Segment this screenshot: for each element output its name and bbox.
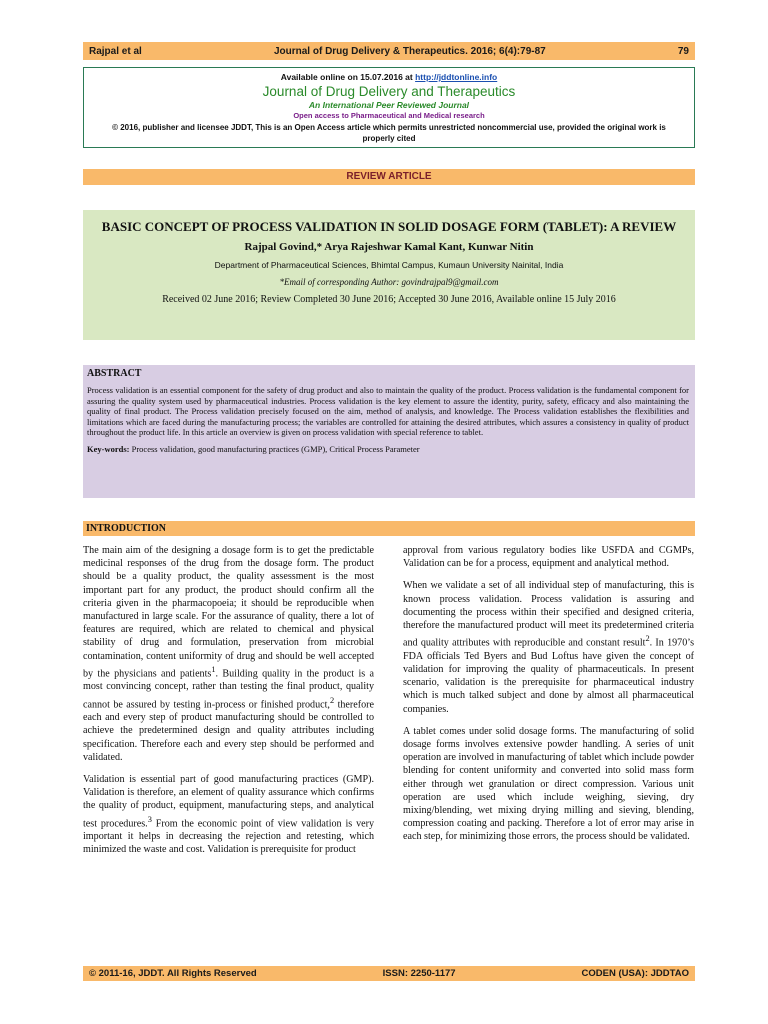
- footer-coden: CODEN (USA): JDDTAO: [581, 968, 689, 979]
- paragraph: [83, 773, 374, 857]
- running-header-citation: Journal of Drug Delivery & Therapeutics. 2016; 6(4):79-87: [273, 45, 546, 57]
- abstract-heading: ABSTRACT: [87, 368, 142, 379]
- footer-copyright: © 2011-16, JDDT. All Rights Reserved: [89, 968, 257, 979]
- left-column: [83, 544, 374, 866]
- availability-line: [84, 72, 694, 82]
- article-dates: Received 02 June 2016; Review Completed 30 June 2016; Accepted 30 June 2016, Available online 15 July 2016: [162, 294, 616, 305]
- page-footer: [83, 966, 695, 981]
- paragraph-text: From the economic point of view validation is very important it helps in decreasing the rejection and retesting, which minimized the waste and cost. Validation is prerequisite for product: [83, 817, 375, 856]
- paragraph: A tablet comes under solid dosage forms. The manufacturing of solid dosage forms involves extensive powder handling. A series of unit operation are involved in manufacturing of tablet which include powder blending for content uniformity and converted into solid mass form either through wet granulation or direct compression. Various unit operation are used which include weighing, sieving, dry mixing/blending, wet mixing drying milling and sieving, blending, compression coating and packing. Therefore a lot of error may arise in each step, for minimizing those errors, the process should be validated.: [403, 725, 694, 843]
- page-number: 79: [677, 45, 689, 57]
- running-header: [83, 42, 695, 60]
- article-title: BASIC CONCEPT OF PROCESS VALIDATION IN SOLID DOSAGE FORM (TABLET): A REVIEW: [101, 219, 677, 234]
- corresponding-email: *Email of corresponding Author: govindrajpal9@gmail.com: [279, 277, 499, 287]
- journal-name: Journal of Drug Delivery and Therapeutics: [262, 84, 516, 99]
- introduction-heading: INTRODUCTION: [83, 521, 695, 536]
- reference-marker: 2: [645, 634, 650, 644]
- journal-subtitle: An International Peer Reviewed Journal: [308, 100, 470, 110]
- reference-marker: 3: [147, 814, 152, 824]
- journal-info-box: [83, 67, 695, 148]
- footer-issn: ISSN: 2250-1177: [382, 968, 456, 979]
- title-block: [83, 210, 695, 340]
- running-header-authors: Rajpal et al: [89, 45, 142, 57]
- paragraph-text: When we validate a set of all individual step of manufacturing, this is known process validation. Process validation is assuring and documenting the process within their specified and designed criteria, therefore the manufactured product will meet its predetermined criteria and quality attributes with reproducible and constant result: [403, 580, 694, 649]
- paragraph: [403, 579, 694, 715]
- license-notice: © 2016, publisher and licensee JDDT, This is an Open Access article which permits unrestricted noncommercial use, provided the original work is properly cited: [112, 123, 666, 143]
- abstract-box: [83, 365, 695, 498]
- reference-marker: 1: [211, 664, 216, 674]
- keywords-label: Key-words:: [87, 443, 130, 454]
- affiliation: Department of Pharmaceutical Sciences, Bhimtal Campus, Kumaun University Nainital, India: [214, 260, 564, 270]
- journal-website-link[interactable]: http://jddtonline.info: [415, 72, 498, 82]
- paragraph-text: . In 1970’s FDA officials Ted Byers and Bud Loftus have given the concept of validation for improving the quality of pharmaceuticals. In present scenario, validation is the prerequisite for pharmaceutical industry which is much talked subject and done by almost all pharmaceutical companies.: [403, 637, 694, 715]
- paragraph: approval from various regulatory bodies like USFDA and CGMPs, Validation can be for a process, equipment and analytical method.: [403, 545, 694, 570]
- author-list: Rajpal Govind,* Arya Rajeshwar Kamal Kant, Kunwar Nitin: [244, 241, 534, 253]
- keywords-line: [87, 444, 689, 454]
- article-type-band: REVIEW ARTICLE: [83, 169, 695, 185]
- paragraph-text: Validation is essential part of good manufacturing practices (GMP). Validation is therefore, an element of quality assurance which confirms the quality of product, equipment, manufacturing steps, and analytical test procedures.: [83, 773, 374, 829]
- paragraph-text: . Building quality in the product is a most convincing concept, rather than testing the final product, quality cannot be assured by testing in-process or finished product,: [83, 668, 374, 710]
- paragraph: [83, 544, 374, 764]
- keywords-text: Process validation, good manufacturing practices (GMP), Critical Process Parameter: [129, 443, 420, 454]
- paragraph-text: The main aim of the designing a dosage form is to get the predictable medicinal responses of the drug from the dosage form. The product should be a quality product, the quality assessment is the most important part for any product, the product should confirm all the criteria given in the pharmacopoeia; it should be reproducible when manufactured in large scale. For the assurance of quality, there a lot of features are required, which are related to chemical and physical stability of drug and formulation, preservation from microbial contamination, content uniformity of drug and should be well accepted by the physicians and patients: [83, 545, 374, 680]
- right-column: [403, 544, 694, 853]
- reference-marker: 2: [329, 695, 335, 705]
- availability-text: Available online on 15.07.2016 at: [280, 72, 416, 82]
- abstract-text: Process validation is an essential component for the safety of drug product and also to maintain the quality of the product. Process validation is the fundamental component for assuring the quality system used by pharmaceutical industries. Process validation is the key element to assure the identity, purity, safety, efficacy and also maintaining the quality of final product. The Process validation precisely focused on the aim, method of analysis, and knowledge. The Process validation establishes the flexibilities and limitations which are faced during the manufacturing process; the variables are controlled for attaining the desired attributes, which assures a consistency in quality of product throughout the product life. In this article an overview is given on process validation with special reference to tablet.: [87, 385, 689, 438]
- open-access-line: Open access to Pharmaceutical and Medical research: [293, 111, 485, 120]
- paragraph-text: therefore each and every step of product manufacturing should be controlled to achieve the predetermined design and quality attributes including specification. Therefore each and every step should be performed and validated.: [83, 698, 374, 763]
